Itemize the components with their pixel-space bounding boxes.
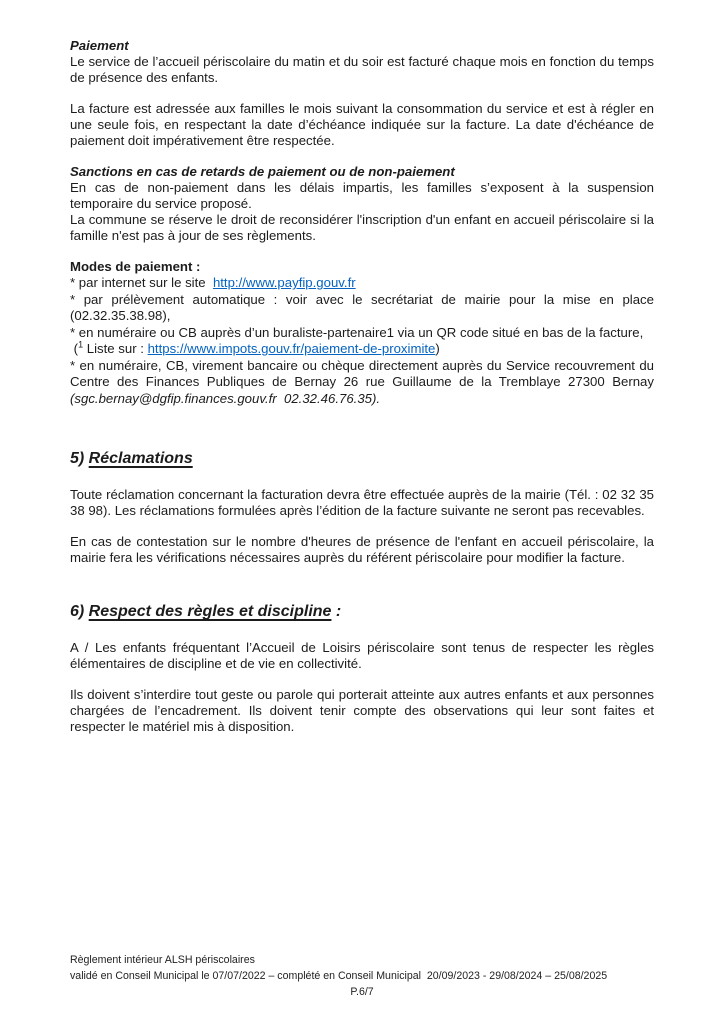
payment-paragraph-2: La facture est adressée aux familles le mois suivant la consommation du service et est à régler en une seule fois, en respectant la date d’échéance indiquée sur la facture. La date d'échéance de paiement doit impérativement être respectée. — [70, 101, 654, 148]
footnote-open: ( — [70, 341, 79, 356]
reclamations-paragraph-1: Toute réclamation concernant la facturation devra être effectuée auprès de la mairie (Tél. : 02 32 35 38 98). Les réclamations formulées après l’édition de la facture suivante ne seront pas recevables. — [70, 487, 654, 518]
footer-document-title: Règlement intérieur ALSH périscolaires — [70, 954, 255, 966]
sanctions-heading: Sanctions en cas de retards de paiement ou de non-paiement — [70, 164, 455, 179]
tresorerie-contact: (sgc.bernay@dgfip.finances.gouv.fr 02.32.46.76.35). — [70, 390, 381, 406]
section-6-suffix: : — [331, 603, 342, 620]
impots-link[interactable]: https://www.impots.gouv.fr/paiement-de-proximite — [147, 341, 436, 356]
section-6-number: 6) — [70, 603, 89, 620]
section-6-title: Respect des règles et discipline — [88, 603, 332, 620]
payment-mode-buraliste: * en numéraire ou CB auprès d’un buraliste-partenaire1 via un QR code situé en bas de la facture, — [70, 324, 644, 340]
footnote-label: Liste sur : — [83, 341, 148, 356]
payment-mode-internet — [70, 275, 654, 292]
section-5-heading — [70, 449, 654, 469]
payment-paragraph-1: Le service de l’accueil périscolaire du matin et du soir est facturé chaque mois en fonction du temps de présence des enfants. — [70, 54, 654, 85]
rules-paragraph-1: A / Les enfants fréquentant l’Accueil de Loisirs périscolaire sont tenus de respecter les règles élémentaires de discipline et de vie en collectivité. — [70, 640, 654, 671]
payment-mode-internet-text: * par internet sur le site — [70, 275, 213, 290]
section-5-number: 5) — [70, 450, 89, 467]
footnote-close: ) — [435, 341, 440, 356]
content-area — [70, 38, 654, 750]
payment-mode-prelevement: * par prélèvement automatique : voir avec le secrétariat de mairie pour la mise en place (02.32.35.38.98), — [70, 291, 654, 323]
payment-mode-tresorerie — [70, 358, 654, 408]
sanctions-paragraph-1: En cas de non-paiement dans les délais impartis, les familles s’exposent à la suspension temporaire du service proposé. — [70, 180, 654, 211]
payment-modes-heading: Modes de paiement : — [70, 259, 201, 274]
footnote-marker: 1 — [78, 339, 84, 350]
sanctions-paragraph-2: La commune se réserve le droit de reconsidérer l'inscription d'un enfant en accueil périscolaire si la famille n'est pas à jour de ses règlements. — [70, 212, 654, 243]
footer-validation-line: validé en Conseil Municipal le 07/07/2022 – complété en Conseil Municipal 20/09/2023 - 29/08/2024 – 25/08/2025 — [70, 970, 608, 982]
payfip-link[interactable]: http://www.payfip.gouv.fr — [212, 275, 356, 290]
payment-mode-footnote — [70, 341, 654, 358]
section-6-heading — [70, 602, 654, 622]
rules-paragraph-2: Ils doivent s’interdire tout geste ou parole qui porterait atteinte aux autres enfants et aux personnes chargées de l’encadrement. Ils doivent tenir compte des observations qui leur sont faites et respecter le matériel mis à disposition. — [70, 687, 654, 734]
section-5-title: Réclamations — [88, 450, 193, 467]
page-footer — [70, 952, 654, 1000]
reclamations-paragraph-2: En cas de contestation sur le nombre d'heures de présence de l'enfant en accueil périscolaire, la mairie fera les vérifications nécessaires auprès du référent périscolaire pour modifier la facture. — [70, 534, 654, 565]
page-number: P.6/7 — [350, 986, 374, 998]
payment-mode-tresorerie-text: * en numéraire, CB, virement bancaire ou chèque directement auprès du Service recouvrement du Centre des Finances Publiques de Bernay 26 rue Guillaume de la Tremblaye 27300 Bernay — [70, 357, 654, 389]
payment-heading: Paiement — [70, 38, 129, 53]
